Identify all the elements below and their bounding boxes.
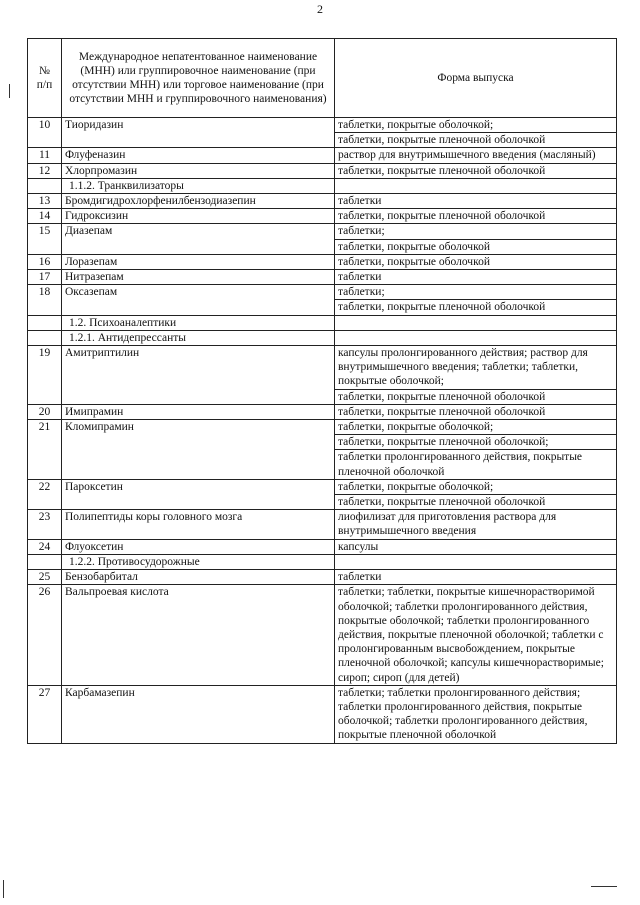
release-forms [335, 194, 617, 209]
release-form: таблетки, покрытые пленочной оболочкой [338, 164, 546, 177]
table-row [28, 539, 617, 554]
table-row [28, 404, 617, 419]
drug-name: Диазепам [62, 224, 335, 254]
row-number: 13 [28, 194, 62, 209]
table-row [28, 254, 617, 269]
header-num: № п/п [28, 39, 62, 118]
margin-mark-right [591, 886, 617, 887]
table-row [28, 479, 617, 509]
drug-name: Хлорпромазин [62, 163, 335, 178]
release-forms [335, 585, 617, 685]
row-number: 19 [28, 346, 62, 405]
section-row [28, 315, 617, 330]
row-number: 12 [28, 163, 62, 178]
drug-name: Амитриптилин [62, 346, 335, 405]
section-row [28, 330, 617, 345]
release-form: таблетки, покрытые пленочной оболочкой [335, 494, 616, 509]
drug-name: Бромдигидрохлорфенилбензодиазепин [62, 194, 335, 209]
release-forms [335, 148, 617, 163]
drug-name: Флуфеназин [62, 148, 335, 163]
table-row [28, 270, 617, 285]
section-num-cell [28, 178, 62, 193]
drug-name: Гидроксизин [62, 209, 335, 224]
release-form: таблетки; таблетки пролонгированного действия; таблетки пролонгированного действия, покрытые оболочкой; таблетки пролонгированного действия, покрытые пленочной оболочкой [338, 686, 588, 742]
table-row [28, 570, 617, 585]
page-number: 2 [317, 2, 323, 16]
release-forms [335, 570, 617, 585]
section-title: 1.1.2. Транквилизаторы [62, 178, 335, 193]
section-form-cell [335, 554, 617, 569]
release-form: таблетки пролонгированного действия, покрытые пленочной оболочкой [335, 449, 616, 478]
release-form: таблетки; таблетки, покрытые кишечнорастворимой оболочкой; таблетки пролонгированного действия, покрытые оболочкой; таблетки пролонгированного действия, покрытые пленочной оболочкой; таблетки с пролонгированным высвобождением, покрытые пленочной оболочкой; капсулы кишечнорастворимые; сироп; сироп (для детей) [338, 586, 604, 684]
table-row [28, 209, 617, 224]
section-form-cell [335, 315, 617, 330]
release-form: таблетки, покрытые оболочкой [338, 255, 490, 268]
drug-name: Тиоридазин [62, 118, 335, 148]
row-number: 26 [28, 585, 62, 685]
margin-mark-bottom [3, 880, 4, 898]
release-forms [335, 420, 617, 480]
drug-name: Пароксетин [62, 479, 335, 509]
drug-name: Полипептиды коры головного мозга [62, 510, 335, 539]
release-form: раствор для внутримышечного введения (масляный) [338, 149, 596, 162]
row-number: 21 [28, 420, 62, 480]
release-forms [335, 479, 617, 509]
drug-name: Бензобарбитал [62, 570, 335, 585]
table-row [28, 346, 617, 405]
release-form: таблетки; [338, 225, 385, 238]
release-form: таблетки, покрытые оболочкой; [338, 119, 494, 131]
table-row [28, 194, 617, 209]
release-form: таблетки, покрытые пленочной оболочкой; [335, 434, 616, 449]
release-form: таблетки, покрытые оболочкой [335, 239, 616, 254]
release-form: таблетки, покрытые оболочкой; [338, 421, 494, 434]
release-form: таблетки, покрытые пленочной оболочкой [335, 389, 616, 404]
margin-mark-left [9, 84, 10, 98]
row-number: 20 [28, 404, 62, 419]
drug-name: Лоразепам [62, 254, 335, 269]
row-number: 27 [28, 685, 62, 743]
section-form-cell [335, 178, 617, 193]
release-forms [335, 118, 617, 148]
release-form: капсулы пролонгированного действия; раствор для внутримышечного введения; таблетки; таблетки, покрытые оболочкой; [338, 347, 588, 388]
drug-name: Флуоксетин [62, 539, 335, 554]
row-number: 22 [28, 479, 62, 509]
release-forms [335, 254, 617, 269]
drug-name: Кломипрамин [62, 420, 335, 480]
row-number: 11 [28, 148, 62, 163]
release-forms [335, 270, 617, 285]
drug-name: Карбамазепин [62, 685, 335, 743]
drug-name: Имипрамин [62, 404, 335, 419]
release-forms [335, 510, 617, 539]
section-title: 1.2. Психоаналептики [62, 315, 335, 330]
table-row [28, 118, 617, 148]
table-row [28, 285, 617, 315]
section-title: 1.2.2. Противосудорожные [62, 554, 335, 569]
table-row [28, 510, 617, 539]
section-title: 1.2.1. Антидепрессанты [62, 330, 335, 345]
release-form: таблетки, покрытые пленочной оболочкой [338, 210, 546, 223]
section-num-cell [28, 330, 62, 345]
header-form: Форма выпуска [335, 39, 617, 118]
section-row [28, 178, 617, 193]
row-number: 23 [28, 510, 62, 539]
table-row [28, 148, 617, 163]
release-forms [335, 163, 617, 178]
table-header-row [28, 39, 617, 118]
release-forms [335, 224, 617, 254]
release-form: капсулы [338, 540, 379, 553]
table-row [28, 163, 617, 178]
section-num-cell [28, 554, 62, 569]
release-form: таблетки, покрытые оболочкой; [338, 480, 494, 493]
table-row [28, 224, 617, 254]
row-number: 15 [28, 224, 62, 254]
release-form: таблетки; [338, 286, 385, 299]
release-forms [335, 209, 617, 224]
row-number: 14 [28, 209, 62, 224]
release-forms [335, 404, 617, 419]
row-number: 24 [28, 539, 62, 554]
table-row [28, 420, 617, 480]
release-forms [335, 539, 617, 554]
release-form: таблетки [338, 195, 382, 208]
release-form: таблетки, покрытые пленочной оболочкой [335, 299, 616, 314]
row-number: 25 [28, 570, 62, 585]
row-number: 16 [28, 254, 62, 269]
table-row [28, 585, 617, 685]
release-form: таблетки, покрытые пленочной оболочкой [338, 405, 546, 418]
release-form: таблетки [338, 271, 382, 284]
drug-table [27, 38, 617, 744]
release-form: таблетки, покрытые пленочной оболочкой [335, 132, 616, 147]
release-forms [335, 685, 617, 743]
drug-name: Оксазепам [62, 285, 335, 315]
drug-name: Нитразепам [62, 270, 335, 285]
release-forms [335, 285, 617, 315]
row-number: 18 [28, 285, 62, 315]
section-form-cell [335, 330, 617, 345]
row-number: 10 [28, 118, 62, 148]
release-form: таблетки [338, 571, 382, 584]
header-name: Международное непатентованное наименование (МНН) или группировочное наименование (при отсутствии МНН) или торговое наименование (при отсутствии МНН и группировочного наименования) [62, 39, 335, 118]
table-body [28, 118, 617, 744]
release-form: лиофилизат для приготовления раствора для внутримышечного введения [338, 511, 557, 538]
table-row [28, 685, 617, 743]
row-number: 17 [28, 270, 62, 285]
drug-name: Вальпроевая кислота [62, 585, 335, 685]
release-forms [335, 346, 617, 405]
section-row [28, 554, 617, 569]
section-num-cell [28, 315, 62, 330]
